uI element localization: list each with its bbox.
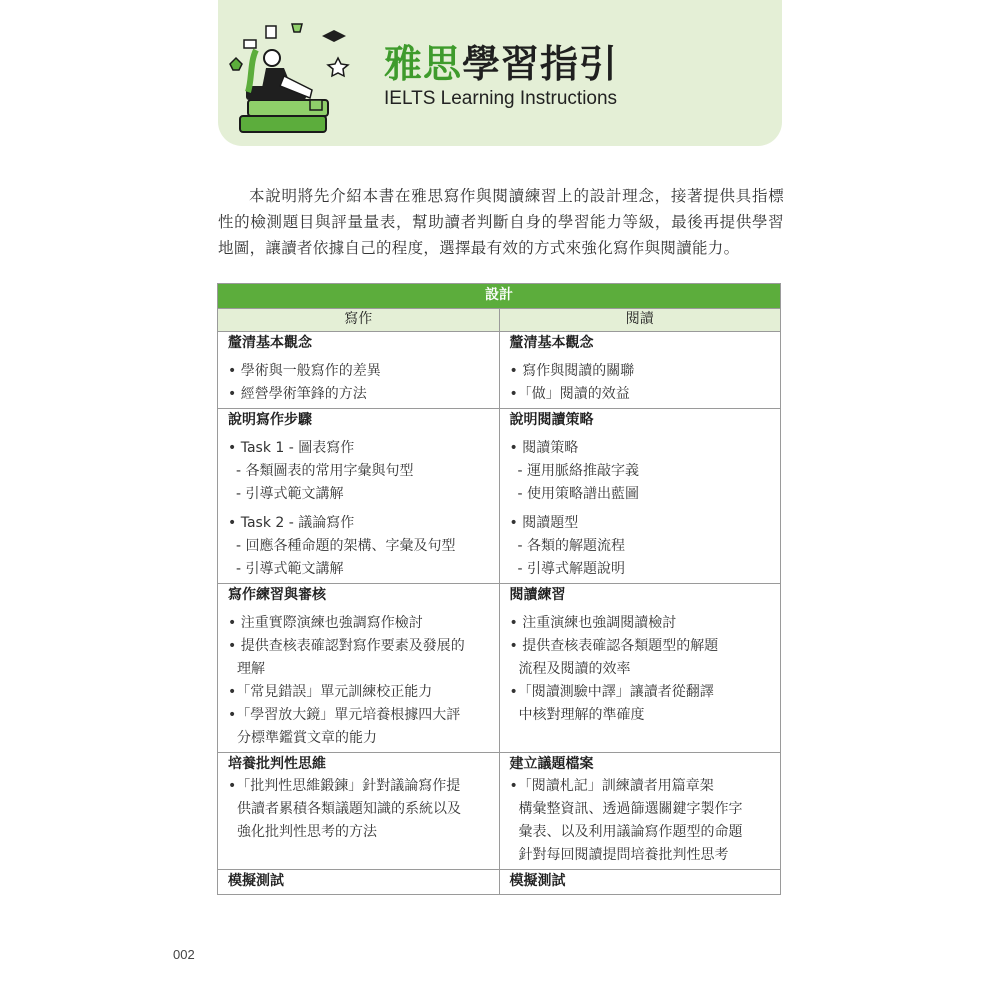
table-cell [218,870,500,895]
intro-paragraph: 本說明將先介紹本書在雅思寫作與閱讀練習上的設計理念，接著提供具指標性的檢測題目與評量量表，幫助讀者判斷自身的學習能力等級，最後再提供學習地圖，讓讀者依據自己的程度，選擇最有效的方式來強化寫作與閱讀能力。 [218,187,784,257]
list-item: •「常見錯誤」單元訓練校正能力 [228,684,433,700]
list-item: - 使用策略譜出藍圖 [517,486,640,502]
section-title: 說明閱讀策略 [509,412,594,428]
table-cell [499,753,781,870]
page-title [384,42,618,86]
list-item-continued: 中核對理解的準確度 [518,707,645,723]
list-item: - 各類的解題流程 [517,538,626,554]
column-header-reading: 閱讀 [499,309,781,332]
list-item: •「批判性思維鍛鍊」針對議論寫作提 [228,778,461,794]
table-cell [218,332,500,409]
table-cell [499,584,781,753]
column-header-writing: 寫作 [218,309,500,332]
table-cell [499,332,781,409]
list-item: •「做」閱讀的效益 [509,386,630,402]
section-title: 培養批判性思維 [228,756,326,772]
table-row [218,332,781,409]
list-item-continued: 強化批判性思考的方法 [237,824,377,840]
table-cell [218,409,500,584]
table-row [218,870,781,895]
section-title: 釐清基本觀念 [228,335,312,351]
list-item: •「閱讀測驗中譯」讓讀者從翻譯 [509,684,714,700]
list-item: • 注重實際演練也強調寫作檢討 [228,615,423,631]
list-item-continued: 供讀者累積各類議題知識的系統以及 [237,801,461,817]
list-item: - 運用脈絡推敲字義 [517,463,640,479]
page-subtitle: IELTS Learning Instructions [384,88,618,109]
section-title: 模擬測試 [228,873,284,889]
section-title: 釐清基本觀念 [509,335,594,351]
page-number: 002 [173,947,195,962]
list-item: • 提供查核表確認對寫作要素及發展的 [228,638,465,654]
list-item: - 引導式解題說明 [517,561,626,577]
list-item-continued: 分標準鑑賞文章的能力 [237,730,377,746]
list-item: • 閱讀題型 [509,515,579,531]
list-item-continued: 針對每回閱讀提問培養批判性思考 [518,847,729,863]
list-item: • Task 2 - 議論寫作 [228,515,355,531]
list-item: - 回應各種命題的架構、字彙及句型 [236,538,456,554]
section-title: 寫作練習與審核 [228,587,326,603]
section-title: 模擬測試 [509,873,566,889]
section-title: 建立議題檔案 [509,756,594,772]
list-item-continued: 流程及閱讀的效率 [518,661,631,677]
list-item: - 各類圖表的常用字彙與句型 [236,463,414,479]
list-item: •「學習放大鏡」單元培養根據四大評 [228,707,461,723]
table-row [218,753,781,870]
table-row [218,409,781,584]
table-cell [499,870,781,895]
list-item-continued: 理解 [237,661,265,677]
title-rest: 學習指引 [462,42,619,86]
list-item: - 引導式範文講解 [236,486,344,502]
title-highlight: 雅思 [384,42,463,86]
list-item: - 引導式範文講解 [236,561,344,577]
design-table [217,283,781,895]
list-item: • 經營學術筆鋒的方法 [228,386,367,402]
table-cell [218,753,500,870]
section-title: 說明寫作步驟 [228,412,312,428]
table-cell [499,409,781,584]
list-item: •「閱讀札記」訓練讀者用篇章架 [509,778,714,794]
list-item: • Task 1 - 圖表寫作 [228,440,355,456]
list-item: • 提供查核表確認各類題型的解題 [509,638,719,654]
list-item-continued: 彙表、以及利用議論寫作題型的命題 [518,824,743,840]
list-item: • 學術與一般寫作的差異 [228,363,381,379]
list-item: • 閱讀策略 [509,440,579,456]
section-title: 閱讀練習 [509,587,566,603]
reading-student-illustration [226,18,376,142]
list-item: • 注重演練也強調閱讀檢討 [509,615,677,631]
table-heading: 設計 [218,284,781,309]
list-item-continued: 構彙整資訊、透過篩選關鍵字製作字 [518,801,743,817]
table-cell [218,584,500,753]
list-item: • 寫作與閱讀的關聯 [509,363,635,379]
table-row [218,584,781,753]
